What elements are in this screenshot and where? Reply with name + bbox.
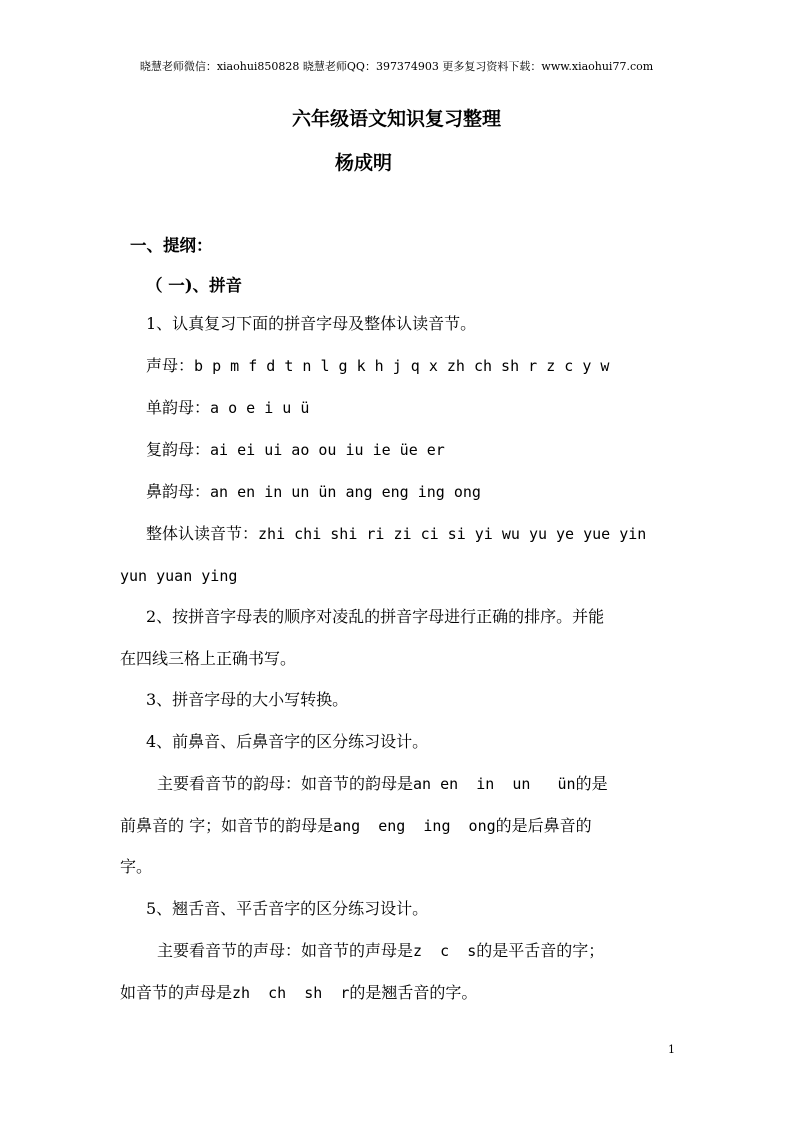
item-4-note-pinyin-2: ang eng ing ong <box>333 817 496 835</box>
biyunmu-label: 鼻韵母： <box>146 482 211 501</box>
biyunmu-value: an en in un ün ang eng ing ong <box>210 483 481 501</box>
section-heading: 一、提纲： <box>130 236 213 255</box>
zhengti-value-2: yun yuan ying <box>120 567 238 585</box>
item-1: 1、认真复习下面的拼音字母及整体认读音节。 <box>146 314 477 333</box>
page-number: 1 <box>668 1043 675 1056</box>
item-5-note-pinyin-2: zh ch sh r <box>232 984 350 1002</box>
item-5-note-text-e: 的是翘舌音的字。 <box>349 983 478 1002</box>
fuyunmu-label: 复韵母： <box>146 440 211 459</box>
fuyunmu-line <box>146 440 445 460</box>
item-4-note-line-3: 字。 <box>120 857 153 876</box>
item-4-note-line-1 <box>157 774 608 794</box>
item-5-note-pinyin: z c s <box>413 942 477 960</box>
shengmu-value: b p m f d t n l g k h j q x zh ch sh r z c y w <box>194 357 610 375</box>
item-3: 3、拼音字母的大小写转换。 <box>146 690 349 709</box>
danyunmu-line <box>146 398 309 418</box>
item-4-note-pinyin: an en in un ün <box>413 775 576 793</box>
item-5-note-text-c: 的是平舌音的字； <box>476 941 605 960</box>
page-header: 晓慧老师微信：xiaohui850828 晓慧老师QQ：397374903 更多复习资料下载：www.xiaohui77.com <box>139 60 654 73</box>
fuyunmu-value: ai ei ui ao ou iu ie üe er <box>210 441 445 459</box>
zhengti-value-1: zhi chi shi ri zi ci si yi wu yu ye yue yin <box>258 525 647 543</box>
zhengti-label: 整体认读音节： <box>146 524 259 543</box>
item-2-line-1: 2、按拼音字母表的顺序对凌乱的拼音字母进行正确的排序。并能 <box>146 607 605 626</box>
item-2-line-2: 在四线三格上正确书写。 <box>120 649 297 668</box>
danyunmu-value: a o e i u ü <box>210 399 310 417</box>
zhengti-line <box>146 524 646 544</box>
item-5-note-line-1 <box>157 941 604 961</box>
item-4-note-text-c: 的是 <box>575 774 608 793</box>
item-4-note-text-d: 前鼻音的 字；如音节的韵母是 <box>120 816 334 835</box>
item-4-note-line-2 <box>120 816 592 836</box>
shengmu-label: 声母： <box>146 356 195 375</box>
item-5: 5、翘舌音、平舌音字的区分练习设计。 <box>146 899 429 918</box>
subsection-heading: （ 一)、拼音 <box>146 276 243 295</box>
shengmu-line <box>146 356 609 376</box>
item-5-note-line-2 <box>120 983 477 1003</box>
item-5-note-text-d: 如音节的声母是 <box>120 983 233 1002</box>
biyunmu-line <box>146 482 481 502</box>
item-5-note-text-a: 主要看音节的声母：如音节的声母是 <box>157 941 414 960</box>
document-author: 杨成明 <box>335 152 393 174</box>
item-4-note-text-a: 主要看音节的韵母：如音节的韵母是 <box>157 774 414 793</box>
document-title: 六年级语文知识复习整理 <box>291 108 501 130</box>
item-4: 4、前鼻音、后鼻音字的区分练习设计。 <box>146 732 429 751</box>
item-4-note-text-e: 的是后鼻音的 <box>495 816 592 835</box>
danyunmu-label: 单韵母： <box>146 398 211 417</box>
